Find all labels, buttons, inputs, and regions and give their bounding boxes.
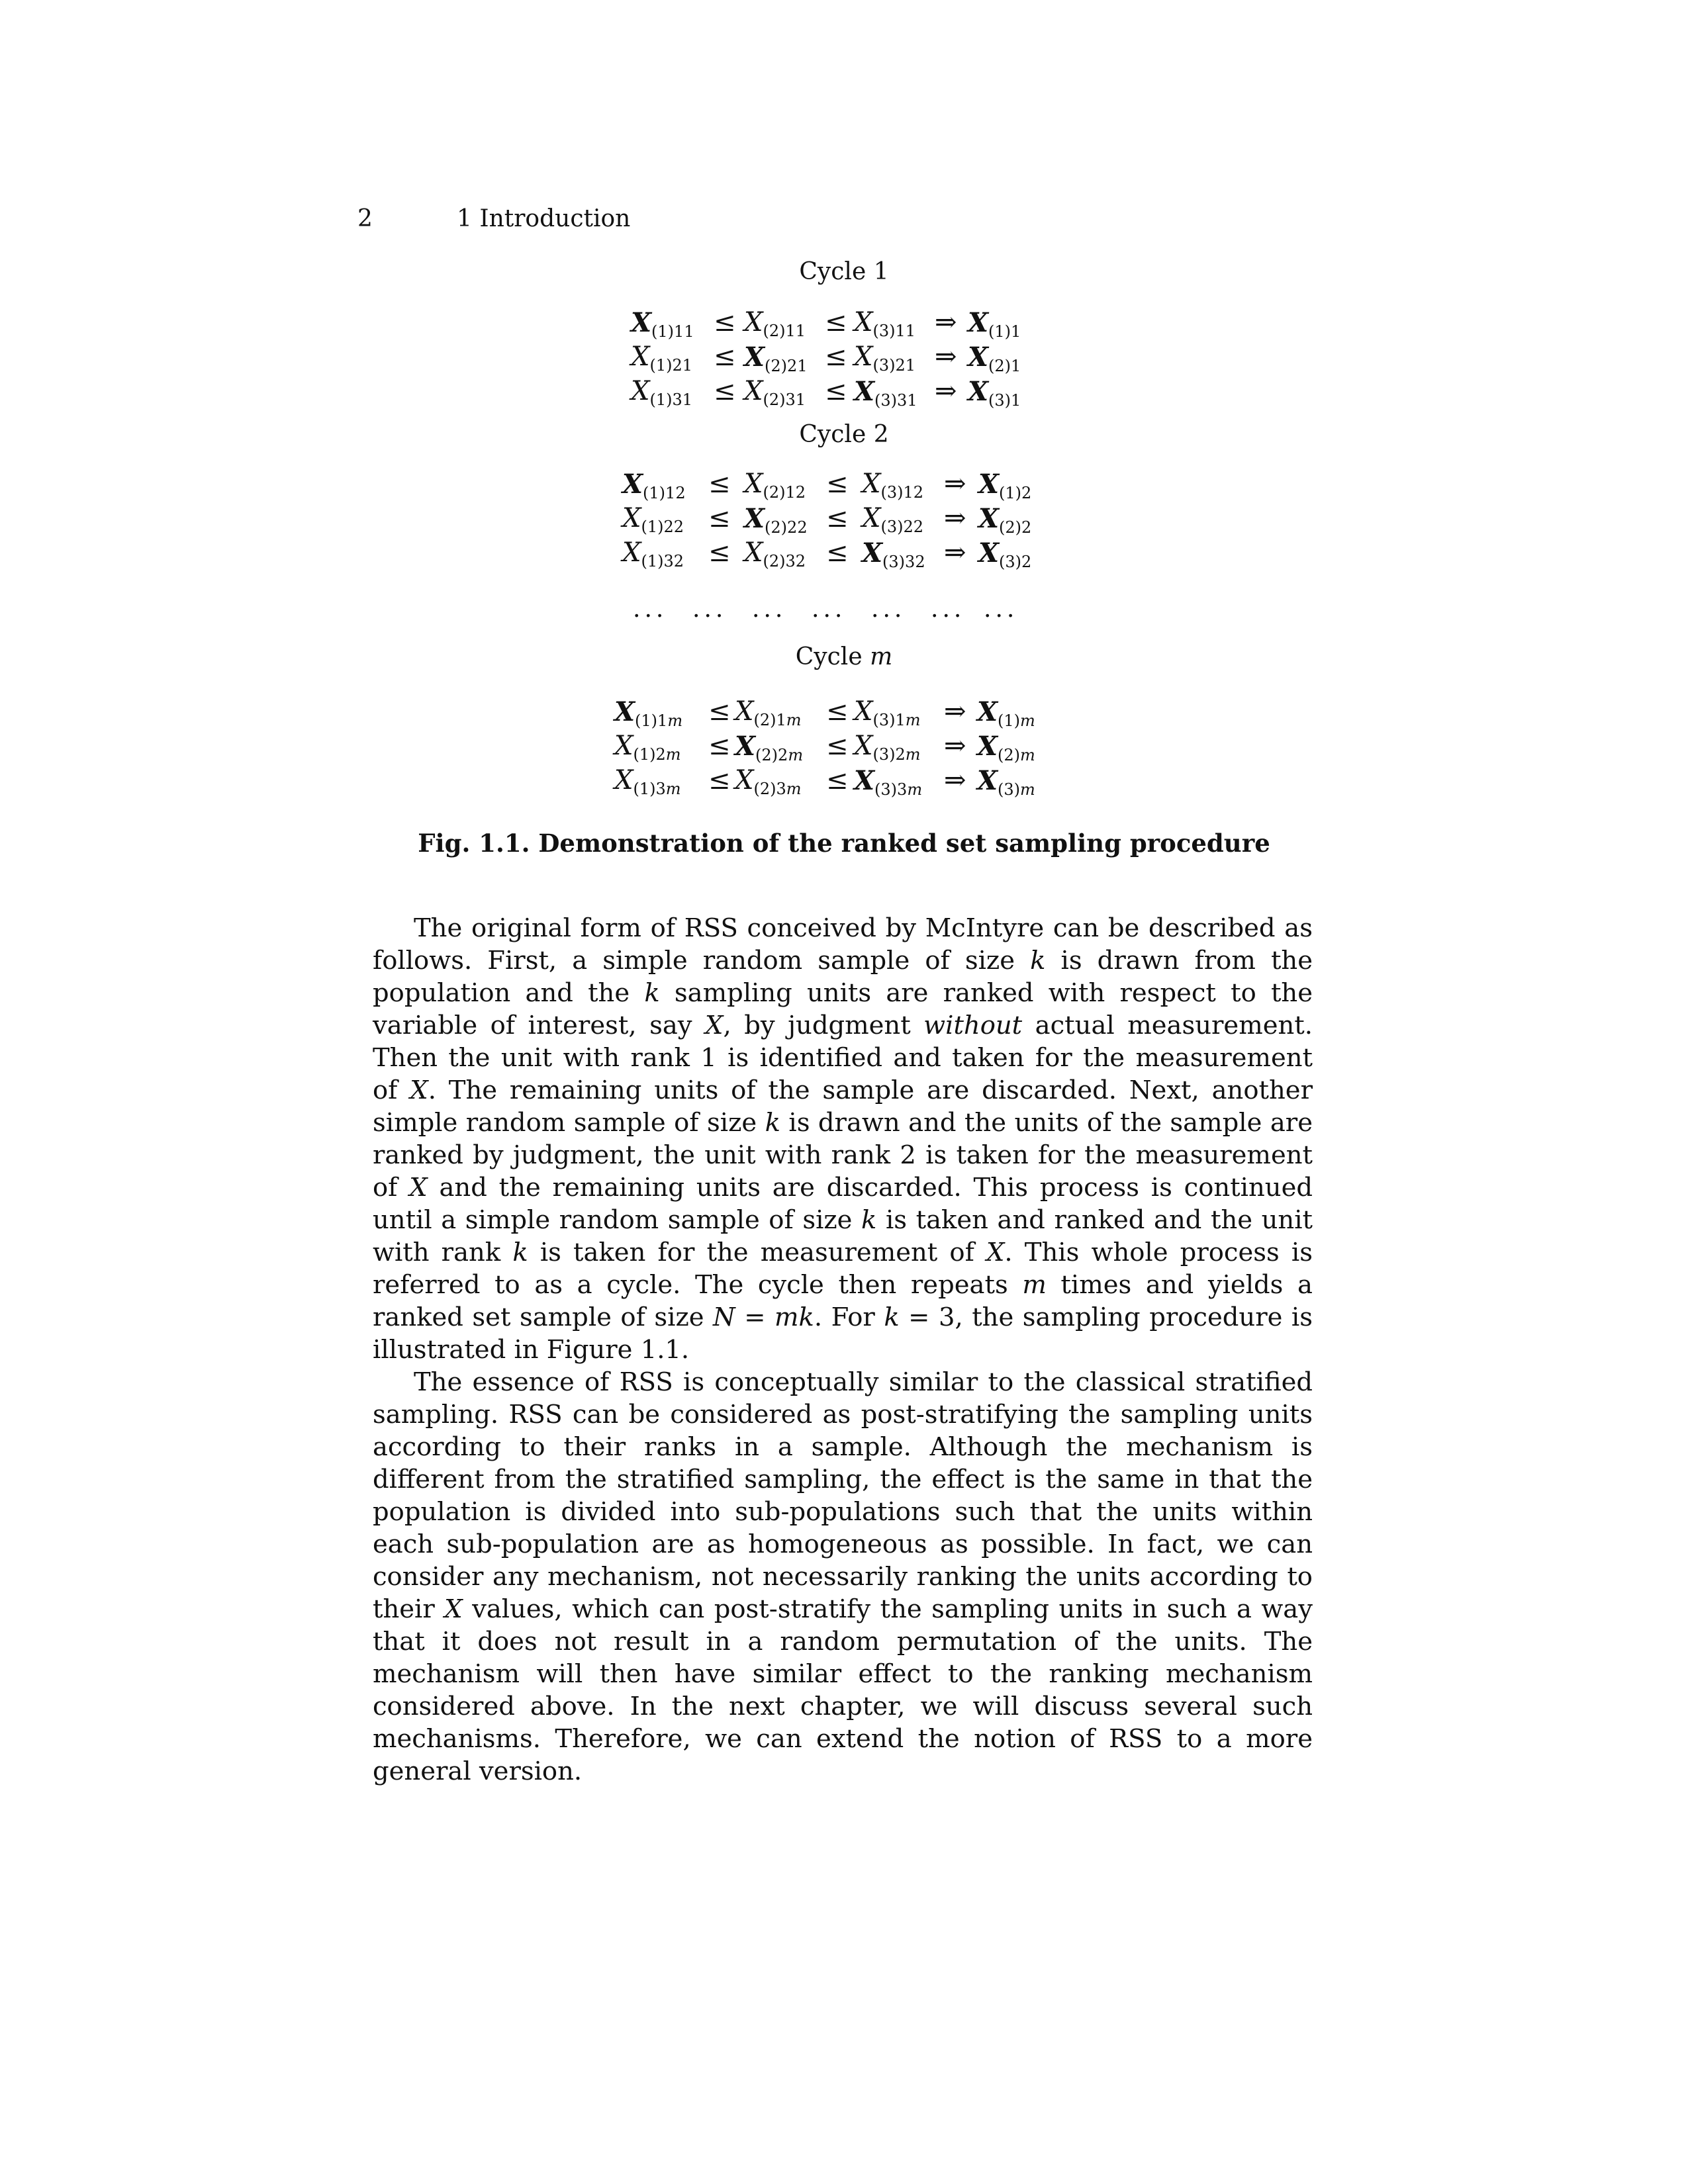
body-text bbox=[373, 912, 1313, 1788]
equation-row bbox=[0, 307, 1688, 341]
equation-term: $X_{(2)12}$ bbox=[744, 469, 806, 502]
leq-symbol: ≤ bbox=[708, 696, 731, 727]
equation-term: $X_{(3)31}$ bbox=[854, 376, 917, 410]
paragraph: The essence of RSS is conceptually similar to the classical stratified sampling. RSS can be considered as post-stratifying the sampling units according to their ranks in a sample. Although the mechanism is different from the stratified sampling, the effect is the same in that the population is divided into sub-populations such that the units within each sub-population are as homogeneous as possible. In fact, we can consider any mechanism, not necessarily ranking the units according to their X values, which can post-stratify the sampling units in such a way that it does not result in a random permutation of the units. The mechanism will then have similar effect to the ranking mechanism considered above. In the next chapter, we will discuss several such mechanisms. Therefore, we can extend the notion of RSS to a more general version. bbox=[373, 1367, 1313, 1786]
leq-symbol: ≤ bbox=[825, 341, 847, 372]
equation-term: $X_{(3)3m}$ bbox=[854, 765, 923, 799]
equation-term: $X_{(3)12}$ bbox=[862, 469, 924, 502]
page-number: 2 bbox=[357, 205, 373, 232]
equation-term: $X_{(2)21}$ bbox=[744, 341, 808, 375]
cycle-2-equations bbox=[0, 469, 1688, 572]
ellipsis: ... bbox=[752, 596, 787, 623]
leq-symbol: ≤ bbox=[825, 376, 847, 406]
implies-symbol: ⇒ bbox=[935, 341, 957, 372]
equation-term: $X_{(3)21}$ bbox=[854, 341, 916, 375]
implies-symbol: ⇒ bbox=[944, 469, 966, 499]
leq-symbol: ≤ bbox=[826, 469, 849, 499]
ellipsis: ... bbox=[633, 596, 668, 623]
cycle-1-title: Cycle 1 bbox=[799, 258, 889, 285]
ellipsis: ... bbox=[931, 596, 966, 623]
equation-term: $X_{(2)22}$ bbox=[744, 503, 808, 537]
leq-symbol: ≤ bbox=[825, 307, 847, 338]
equation-term: $X_{(2)32}$ bbox=[744, 537, 806, 570]
chapter-title: 1 Introduction bbox=[457, 205, 631, 232]
ellipsis: ... bbox=[871, 596, 906, 623]
equation-term: $X_{(1)21}$ bbox=[631, 341, 693, 375]
leq-symbol: ≤ bbox=[708, 731, 731, 761]
implies-symbol: ⇒ bbox=[944, 696, 966, 727]
leq-symbol: ≤ bbox=[826, 537, 849, 568]
equation-term: $X_{(1)1m}$ bbox=[614, 696, 683, 730]
equation-term: $X_{(1)12}$ bbox=[622, 469, 686, 502]
equation-term: $X_{(3)22}$ bbox=[862, 503, 924, 536]
equation-row bbox=[0, 765, 1688, 799]
equation-term: $X_{(1)2m}$ bbox=[614, 731, 681, 764]
leq-symbol: ≤ bbox=[826, 765, 849, 796]
equation-row bbox=[0, 731, 1688, 765]
cycle-m-title: Cycle m bbox=[795, 643, 893, 670]
implies-symbol: ⇒ bbox=[944, 503, 966, 533]
leq-symbol: ≤ bbox=[826, 696, 849, 727]
equation-term: $X_{(1)22}$ bbox=[622, 503, 684, 536]
ellipsis: ... bbox=[692, 596, 727, 623]
cycle-2-title: Cycle 2 bbox=[799, 421, 889, 448]
equation-term: $X_{(3)11}$ bbox=[854, 307, 916, 340]
equation-term: $X_{(2)11}$ bbox=[744, 307, 806, 340]
leq-symbol: ≤ bbox=[708, 537, 731, 568]
equation-term: $X_{(2)m}$ bbox=[977, 731, 1035, 764]
leq-symbol: ≤ bbox=[708, 503, 731, 533]
implies-symbol: ⇒ bbox=[935, 376, 957, 406]
cycle-m-equations bbox=[0, 696, 1688, 799]
equation-term: $X_{(2)2}$ bbox=[978, 503, 1032, 537]
equation-term: $X_{(1)31}$ bbox=[631, 376, 693, 409]
equation-row bbox=[0, 537, 1688, 572]
equation-term: $X_{(2)2m}$ bbox=[735, 731, 804, 764]
equation-term: $X_{(3)1m}$ bbox=[854, 696, 921, 729]
equation-row bbox=[0, 341, 1688, 376]
equation-term: $X_{(1)2}$ bbox=[978, 469, 1032, 502]
leq-symbol: ≤ bbox=[714, 341, 736, 372]
equation-row bbox=[0, 503, 1688, 537]
implies-symbol: ⇒ bbox=[944, 765, 966, 796]
implies-symbol: ⇒ bbox=[935, 307, 957, 338]
implies-symbol: ⇒ bbox=[944, 731, 966, 761]
leq-symbol: ≤ bbox=[826, 731, 849, 761]
cycle-1-equations bbox=[0, 307, 1688, 410]
equation-term: $X_{(3)m}$ bbox=[977, 765, 1035, 799]
equation-row bbox=[0, 376, 1688, 410]
ellipsis: ... bbox=[984, 596, 1019, 623]
leq-symbol: ≤ bbox=[708, 765, 731, 796]
equation-term: $X_{(2)3m}$ bbox=[735, 765, 802, 798]
leq-symbol: ≤ bbox=[826, 503, 849, 533]
equation-term: $X_{(3)1}$ bbox=[968, 376, 1021, 410]
equation-term: $X_{(2)31}$ bbox=[744, 376, 806, 409]
figure-caption: Fig. 1.1. Demonstration of the ranked set sampling procedure bbox=[418, 829, 1270, 858]
equation-term: $X_{(1)32}$ bbox=[622, 537, 684, 570]
ellipsis: ... bbox=[812, 596, 847, 623]
equation-term: $X_{(1)1}$ bbox=[968, 307, 1021, 341]
equation-term: $X_{(3)32}$ bbox=[862, 537, 925, 571]
equation-term: $X_{(1)m}$ bbox=[977, 696, 1035, 730]
equation-term: $X_{(2)1m}$ bbox=[735, 696, 802, 729]
implies-symbol: ⇒ bbox=[944, 537, 966, 568]
equation-term: $X_{(1)11}$ bbox=[631, 307, 694, 341]
equation-row bbox=[0, 469, 1688, 503]
equation-term: $X_{(1)3m}$ bbox=[614, 765, 681, 798]
leq-symbol: ≤ bbox=[714, 376, 736, 406]
equation-term: $X_{(3)2m}$ bbox=[854, 731, 921, 764]
equation-term: $X_{(3)2}$ bbox=[978, 537, 1032, 571]
equation-term: $X_{(2)1}$ bbox=[968, 341, 1021, 375]
equation-row bbox=[0, 696, 1688, 731]
leq-symbol: ≤ bbox=[714, 307, 736, 338]
paragraph: The original form of RSS conceived by McIntyre can be described as follows. First, a simple random sample of size k is drawn from the population and the k sampling units are ranked with respect to the variable of interest, say X, by judgment without actual measurement. Then the unit with rank 1 is identified and taken for the measurement of X. The remaining units of the sample are discarded. Next, another simple random sample of size k is drawn and the units of the sample are ranked by judgment, the unit with rank 2 is taken for the measurement of X and the remaining units are discarded. This process is continued until a simple random sample of size k is taken and ranked and the unit with rank k is taken for the measurement of X. This whole process is referred to as a cycle. The cycle then repeats m times and yields a ranked set sample of size N = mk. For k = 3, the sampling procedure is illustrated in Figure 1.1. bbox=[373, 913, 1313, 1365]
leq-symbol: ≤ bbox=[708, 469, 731, 499]
